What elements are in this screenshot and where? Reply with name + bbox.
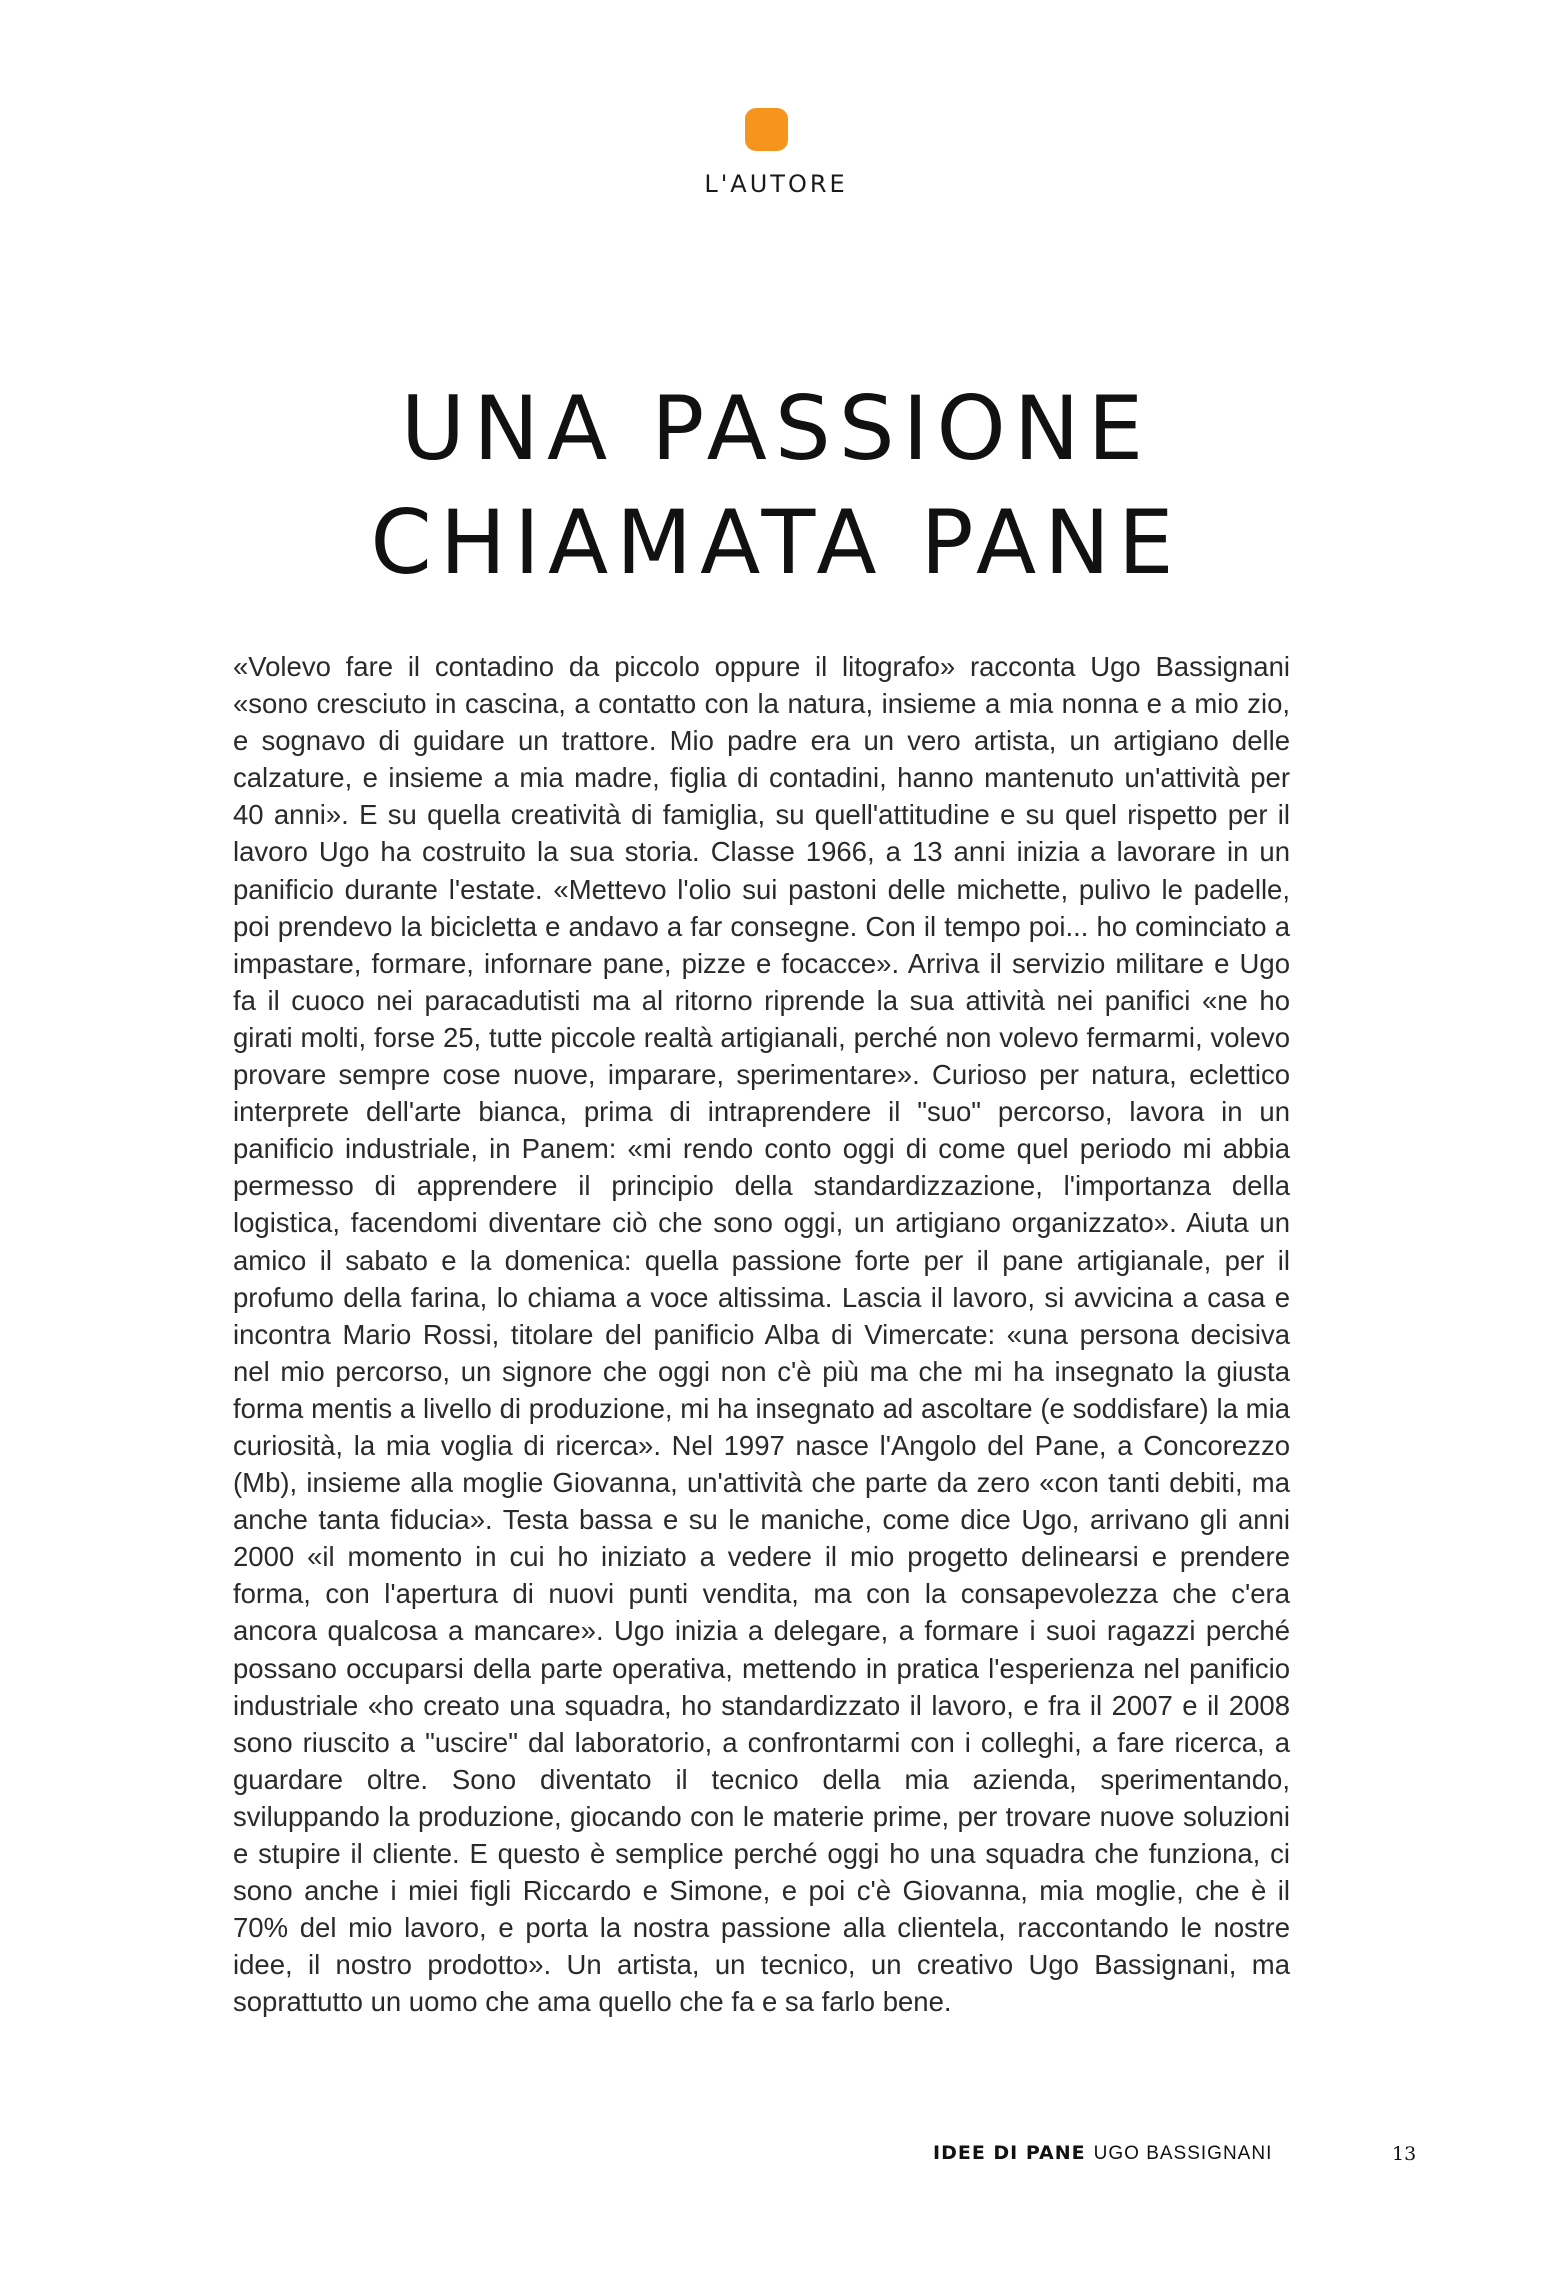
footer-author-name: UGO BASSIGNANI <box>1093 2143 1273 2164</box>
running-footer <box>933 2142 1272 2165</box>
publication-name: IDEE DI PANE <box>933 2142 1086 2164</box>
page-number: 13 <box>1392 2143 1417 2165</box>
article-title-line-2: CHIAMATA PANE <box>370 491 1182 594</box>
article-title <box>0 372 1552 600</box>
article-body: «Volevo fare il contadino da piccolo oppure il litografo» racconta Ugo Bassignani «sono cresciuto in cascina, a contatto con la natura, insieme a mia nonna e a mio zio, e sognavo di guidare un trattore. Mio padre era un vero artista, un artigiano delle calzature, e insieme a mia madre, figlia di contadini, hanno mantenuto un'attività per 40 anni». E su quella creatività di famiglia, su quell'attitudine e su quel rispetto per il lavoro Ugo ha costruito la sua storia. Classe 1966, a 13 anni inizia a lavorare in un panificio durante l'estate. «Mettevo l'olio sui pastoni delle michette, pulivo le padelle, poi prendevo la bicicletta e andavo a far consegne. Con il tempo poi... ho cominciato a impastare, formare, infornare pane, pizze e focacce». Arriva il servizio militare e Ugo fa il cuoco nei paracadutisti ma al ritorno riprende la sua attività nei panifici «ne ho girati molti, forse 25, tutte piccole realtà artigianali, perché non volevo fermarmi, volevo provare sempre cose nuove, imparare, sperimentare». Curioso per natura, eclettico interprete dell'arte bianca, prima di intraprendere il "suo" percorso, lavora in un panificio industriale, in Panem: «mi rendo conto oggi di come quel periodo mi abbia permesso di apprendere il principio della standardizzazione, l'importanza della logistica, facendomi diventare ciò che sono oggi, un artigiano organizzato». Aiuta un amico il sabato e la domenica: quella passione forte per il pane artigianale, per il profumo della farina, lo chiama a voce altissima. Lascia il lavoro, si avvicina a casa e incontra Mario Rossi, titolare del panificio Alba di Vimercate: «una persona decisiva nel mio percorso, un signore che oggi non c'è più ma che mi ha insegnato la giusta forma mentis a livello di produzione, mi ha insegnato ad ascoltare (e soddisfare) la mia curiosità, la mia voglia di ricerca». Nel 1997 nasce l'Angolo del Pane, a Concorezzo (Mb), insieme alla moglie Giovanna, un'attività che parte da zero «con tanti debiti, ma anche tanta fiducia». Testa bassa e su le maniche, come dice Ugo, arrivano gli anni 2000 «il momento in cui ho iniziato a vedere il mio progetto delinearsi e prendere forma, con l'apertura di nuovi punti vendita, ma con la consapevolezza che c'era ancora qualcosa a mancare». Ugo inizia a delegare, a formare i suoi ragazzi perché possano occuparsi della parte operativa, mettendo in pratica l'esperienza nel panificio industriale «ho creato una squadra, ho standardizzato il lavoro, e fra il 2007 e il 2008 sono riuscito a "uscire" dal laboratorio, a confrontarmi con i colleghi, a fare ricerca, a guardare oltre. Sono diventato il tecnico della mia azienda, sperimentando, sviluppando la produzione, giocando con le materie prime, per trovare nuove soluzioni e stupire il cliente. E questo è semplice perché oggi ho una squadra che funziona, ci sono anche i miei figli Riccardo e Simone, e poi c'è Giovanna, mia moglie, che è il 70% del mio lavoro, e porta la nostra passione alla clientela, raccontando le nostre idee, il nostro prodotto». Un artista, un tecnico, un creativo Ugo Bassignani, ma soprattutto un uomo che ama quello che fa e sa farlo bene. <box>233 651 1290 2018</box>
article-title-line-1: UNA PASSIONE <box>400 377 1152 480</box>
section-label: L'AUTORE <box>704 170 848 198</box>
section-marker-square <box>745 108 788 151</box>
